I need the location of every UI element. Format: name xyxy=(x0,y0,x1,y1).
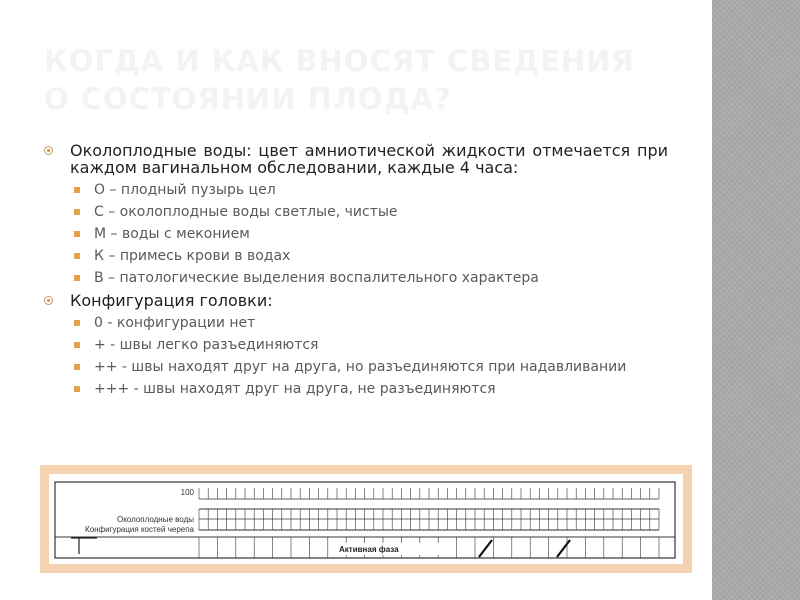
sub-bullet-config-0 xyxy=(44,315,668,331)
square-bullet-icon xyxy=(74,209,80,215)
sub-bullet-o-text: О – плодный пузырь цел xyxy=(94,182,276,198)
sub-bullet-config-0-text: 0 - конфигурации нет xyxy=(94,315,256,331)
slide-title xyxy=(44,42,704,118)
sub-bullet-c-text: С – околоплодные воды светлые, чистые xyxy=(94,204,398,220)
square-bullet-icon xyxy=(74,253,80,259)
sub-bullet-m xyxy=(44,226,668,242)
slide-title-line-2: О СОСТОЯНИИ ПЛОДА? xyxy=(44,82,452,116)
sub-bullet-config-1 xyxy=(44,337,668,353)
bullet-head-configuration xyxy=(44,292,668,309)
sub-bullet-o xyxy=(44,182,668,198)
sub-bullet-m-text: М – воды с меконием xyxy=(94,226,250,242)
partogram-label-100: 100 xyxy=(180,488,194,497)
sub-bullet-v xyxy=(44,270,668,286)
bullet-head-configuration-text: Конфигурация головки: xyxy=(70,291,273,310)
partogram-label-waters: Околоплодные воды xyxy=(116,515,194,524)
decorative-side-stripe xyxy=(712,0,800,600)
circle-bullet-icon xyxy=(44,296,53,305)
square-bullet-icon xyxy=(74,187,80,193)
partogram-image xyxy=(49,474,683,564)
square-bullet-icon xyxy=(74,386,80,392)
partogram-label-config: Конфигурация костей черепа xyxy=(85,525,194,534)
square-bullet-icon xyxy=(74,364,80,370)
sub-bullet-v-text: В – патологические выделения воспалительного характера xyxy=(94,270,539,286)
bullet-amniotic-fluid xyxy=(44,142,668,176)
slide-content xyxy=(44,142,668,403)
square-bullet-icon xyxy=(74,275,80,281)
slide-title-line-1: КОГДА И КАК ВНОСЯТ СВЕДЕНИЯ xyxy=(44,44,635,78)
sub-bullet-config-1-text: + - швы легко разъединяются xyxy=(94,337,319,353)
sub-bullet-c xyxy=(44,204,668,220)
bullet-amniotic-fluid-text: Околоплодные воды: цвет амниотической жидкости отмечается при каждом вагинальном обследовании, каждые 4 часа: xyxy=(70,141,668,177)
square-bullet-icon xyxy=(74,231,80,237)
circle-bullet-icon xyxy=(44,146,53,155)
sub-bullet-config-2-text: ++ - швы находят друг на друга, но разъединяются при надавливании xyxy=(94,359,627,375)
sub-bullet-k xyxy=(44,248,668,264)
partogram-diagonal-1 xyxy=(479,540,492,557)
square-bullet-icon xyxy=(74,320,80,326)
sub-bullet-config-3 xyxy=(44,381,668,397)
partogram-grid xyxy=(49,474,683,564)
square-bullet-icon xyxy=(74,342,80,348)
partogram-top-grid xyxy=(199,488,659,499)
partogram-label-active: Активная фаза xyxy=(339,545,399,554)
partogram-table-grid xyxy=(199,509,659,530)
sub-bullet-config-2 xyxy=(44,359,668,375)
partogram-frame xyxy=(40,465,692,573)
sub-bullet-k-text: К – примесь крови в водах xyxy=(94,248,291,264)
partogram-diagonal-2 xyxy=(557,540,570,557)
sub-bullet-config-3-text: +++ - швы находят друг на друга, не разъединяются xyxy=(94,381,496,397)
